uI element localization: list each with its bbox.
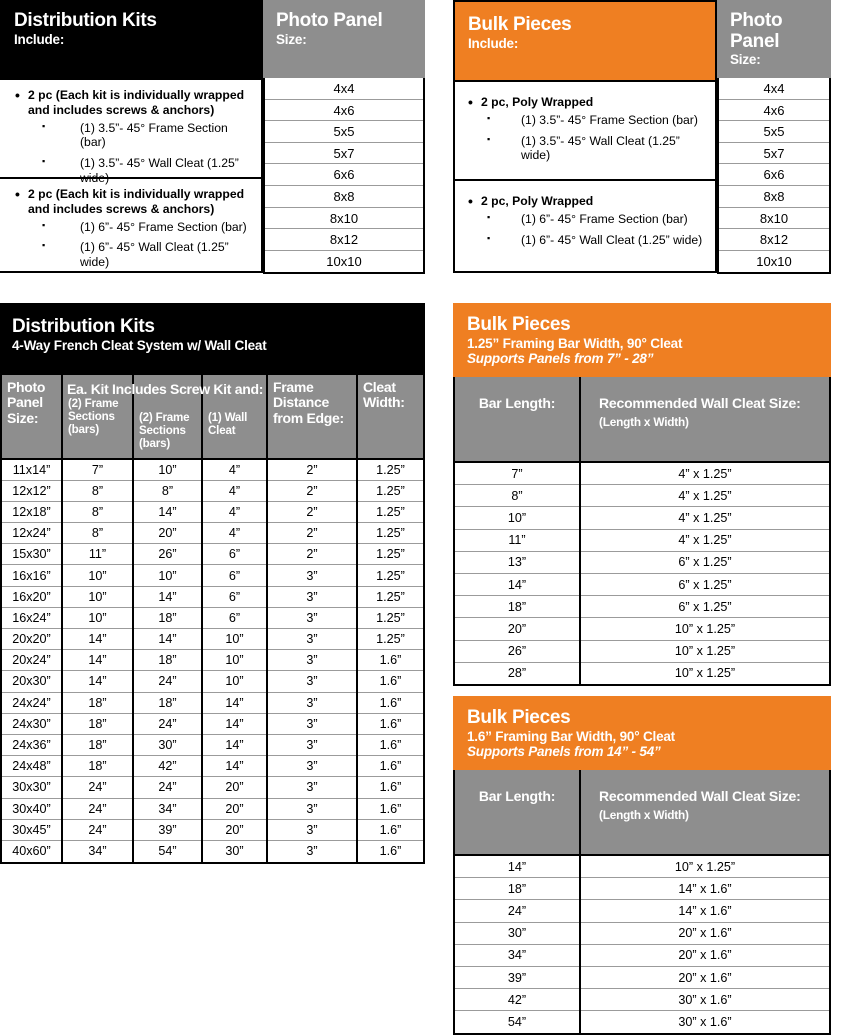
- table-cell: 1.6”: [357, 734, 423, 755]
- table-cell: 18”: [133, 607, 202, 628]
- table-cell: 42”: [133, 756, 202, 777]
- table-cell: 18”: [133, 650, 202, 671]
- table-cell: 18”: [62, 692, 133, 713]
- col-header-wall-cleat-size: [580, 770, 829, 855]
- table-cell: 10”: [202, 650, 267, 671]
- table-row: [455, 922, 829, 944]
- table-cell: 14”: [62, 629, 133, 650]
- table-row: [2, 777, 423, 798]
- table-cell: 10” x 1.25”: [674, 666, 736, 681]
- distribution-kits-include-panel: [0, 0, 425, 273]
- panel-title: Bulk Pieces: [468, 14, 572, 35]
- table-cell: 20”: [202, 819, 267, 840]
- col-header-frame-sections-a-label: (2) Frame Sections (bars): [68, 397, 119, 436]
- table-cell: 30x30”: [2, 777, 62, 798]
- list-item: ▪ (1) 6”- 45° Frame Section (bar): [8, 220, 255, 235]
- photo-panel-size-row: 8x12: [265, 229, 423, 251]
- table-cell: 14”: [202, 734, 267, 755]
- table-cell: 24x48”: [2, 756, 62, 777]
- col-header-wall-cleat-size-label: Recommended Wall Cleat Size:: [599, 788, 801, 804]
- table-cell: 30x40”: [2, 798, 62, 819]
- table-row: [2, 819, 423, 840]
- photo-panel-size-row: 5x5: [265, 121, 423, 143]
- table-cell: 30”: [133, 734, 202, 755]
- table-cell: 12x12”: [2, 480, 62, 501]
- size-header-subtitle: Size:: [276, 31, 307, 47]
- bulk-group-1: [455, 80, 715, 179]
- table-row: [2, 671, 423, 692]
- bulk-125-grid-body: [455, 462, 829, 684]
- size-header-subtitle: Size:: [730, 52, 761, 68]
- table-cell: 20” x 1.6”: [580, 922, 829, 944]
- col-header-frame-distance-label: Frame Distance from Edge:: [273, 379, 344, 426]
- list-item: ▪ (1) 6”- 45° Wall Cleat (1.25” wide): [8, 240, 255, 269]
- photo-panel-size-row: 8x10: [265, 208, 423, 230]
- table-cell: 16x16”: [2, 565, 62, 586]
- photo-panel-size-header: [263, 0, 425, 78]
- col-header-wall-cleat-size-label: Recommended Wall Cleat Size:: [599, 395, 801, 411]
- photo-panel-size-row: 5x5: [719, 121, 829, 143]
- col-header-bar-length: [455, 377, 580, 462]
- table-cell: 20x30”: [2, 671, 62, 692]
- bulk-16-grid: [455, 770, 829, 1033]
- panel-subtitle: Include:: [468, 35, 519, 51]
- table-header-row: [2, 375, 423, 459]
- table-cell: 3”: [267, 713, 357, 734]
- table-cell: 3”: [267, 840, 357, 861]
- table-cell: 3”: [267, 734, 357, 755]
- table-cell: 10” x 1.25”: [580, 618, 829, 640]
- table-cell: 20x24”: [2, 650, 62, 671]
- table-cell: 20”: [455, 618, 580, 640]
- table-row: [455, 640, 829, 662]
- col-header-wall-cleat-size: [580, 377, 829, 462]
- table-cell: 10” x 1.25”: [580, 855, 829, 878]
- table-cell: 39”: [455, 966, 580, 988]
- table-cell: 24”: [62, 798, 133, 819]
- kit-group-1-list: [8, 88, 255, 118]
- table-cell: 3”: [267, 756, 357, 777]
- table-cell: 6”: [202, 586, 267, 607]
- table-cell: 20” x 1.6”: [580, 944, 829, 966]
- table-cell: 4”: [202, 501, 267, 522]
- spec-grid-body: [2, 459, 423, 862]
- table-cell: 1.25”: [357, 565, 423, 586]
- table-cell: 4” x 1.25”: [580, 529, 829, 551]
- spec-subtitle: 4-Way French Cleat System w/ Wall Cleat: [12, 337, 267, 353]
- bulk-16-title: Bulk Pieces: [467, 707, 571, 728]
- photo-panel-size-row: 8x10: [719, 208, 829, 230]
- photo-panel-size-row: 8x8: [265, 186, 423, 208]
- table-cell: 18”: [62, 756, 133, 777]
- bulk-16-note: Supports Panels from 14” - 54”: [467, 744, 661, 760]
- table-cell: 7”: [455, 462, 580, 485]
- table-cell: 26”: [455, 640, 580, 662]
- distribution-kits-spec-table: [0, 303, 425, 864]
- photo-panel-size-row: 5x7: [719, 143, 829, 165]
- table-cell: 28”: [455, 662, 580, 684]
- table-cell: 11”: [62, 544, 133, 565]
- table-cell: 8”: [133, 480, 202, 501]
- distribution-kits-size-column: [263, 0, 425, 273]
- col-header-panel-size-label: Photo Panel Size:: [7, 379, 46, 426]
- photo-panel-size-list: [263, 78, 425, 274]
- table-cell: 3”: [267, 629, 357, 650]
- table-cell: 1.6”: [357, 819, 423, 840]
- table-cell: 54”: [455, 1011, 580, 1033]
- table-cell: 30”: [202, 840, 267, 861]
- table-cell: 40x60”: [2, 840, 62, 861]
- table-cell: 16x24”: [2, 607, 62, 628]
- table-row: [2, 501, 423, 522]
- bulk-125-grid-wrapper: [453, 377, 831, 686]
- size-header-title: Photo Panel: [730, 10, 783, 52]
- table-row: [455, 507, 829, 529]
- table-cell: 24”: [62, 777, 133, 798]
- table-cell: 8”: [455, 485, 580, 507]
- photo-panel-size-row: 4x6: [265, 100, 423, 122]
- table-cell: 14”: [455, 573, 580, 595]
- table-cell: 14”: [133, 629, 202, 650]
- table-cell: 2”: [267, 459, 357, 480]
- table-row: [2, 544, 423, 565]
- bulk-pieces-125-table: [453, 303, 831, 681]
- table-cell: 18”: [133, 692, 202, 713]
- table-cell: 14” x 1.6”: [580, 900, 829, 922]
- table-cell: 30”: [455, 922, 580, 944]
- spec-title: Distribution Kits: [12, 316, 155, 337]
- table-cell: 1.6”: [357, 756, 423, 777]
- bulk-pieces-include-header: [455, 2, 715, 80]
- table-cell: 3”: [267, 650, 357, 671]
- bulk-16-subtitle: 1.6” Framing Bar Width, 90° Cleat: [467, 728, 675, 744]
- table-row: [455, 485, 829, 507]
- table-cell: 30” x 1.6”: [678, 1014, 732, 1029]
- bulk-16-header: [453, 696, 831, 770]
- table-cell: 12x18”: [2, 501, 62, 522]
- table-row: [455, 618, 829, 640]
- size-header-title: Photo Panel: [276, 10, 383, 31]
- photo-panel-size-row: 4x4: [719, 78, 829, 100]
- bulk-group-2: [455, 179, 715, 275]
- table-cell: 34”: [133, 798, 202, 819]
- kit-group-2: [0, 177, 261, 273]
- kit-group-1-items: [8, 121, 255, 186]
- table-cell: 30” x 1.6”: [580, 989, 829, 1011]
- table-cell: 1.6”: [357, 713, 423, 734]
- table-cell: 24”: [133, 777, 202, 798]
- spec-grid: [2, 375, 423, 862]
- table-cell: 24”: [455, 900, 580, 922]
- table-cell: 30x45”: [2, 819, 62, 840]
- table-cell: 10”: [62, 565, 133, 586]
- table-cell: 26”: [133, 544, 202, 565]
- table-row: [2, 607, 423, 628]
- distribution-kits-include-header: [0, 0, 261, 78]
- table-row: [455, 900, 829, 922]
- table-cell: 1.25”: [357, 459, 423, 480]
- table-cell: 10”: [133, 565, 202, 586]
- kit-group-2-list: [8, 187, 255, 217]
- table-cell: 14”: [133, 586, 202, 607]
- photo-panel-size-header: [717, 0, 831, 78]
- bulk-125-subtitle: 1.25” Framing Bar Width, 90° Cleat: [467, 335, 683, 351]
- table-cell: 4” x 1.25”: [580, 485, 829, 507]
- bulk-16-grid-wrapper: [453, 770, 831, 1035]
- table-row: [455, 573, 829, 595]
- table-cell: 18”: [455, 878, 580, 900]
- group-header-screw-kit: Ea. Kit Includes Screw Kit and:: [67, 381, 264, 397]
- table-cell: 4”: [202, 480, 267, 501]
- table-cell: 10”: [202, 629, 267, 650]
- table-header-row: [455, 770, 829, 855]
- kit-group-1: [0, 78, 261, 185]
- col-header-bar-length: [455, 770, 580, 855]
- table-cell: 20x20”: [2, 629, 62, 650]
- table-cell: 12x24”: [2, 523, 62, 544]
- bulk-group-1-heading: • 2 pc, Poly Wrapped: [461, 95, 709, 110]
- table-cell: 3”: [267, 692, 357, 713]
- col-header-frame-distance: [267, 375, 357, 459]
- bulk-pieces-include-column: [453, 0, 717, 273]
- photo-panel-size-row: 10x10: [756, 253, 792, 269]
- table-cell: 2”: [267, 544, 357, 565]
- photo-panel-size-row: 10x10: [326, 253, 362, 269]
- table-cell: 34”: [62, 840, 133, 861]
- table-cell: 1.25”: [357, 480, 423, 501]
- table-row: [2, 713, 423, 734]
- table-cell: 1.6”: [357, 798, 423, 819]
- distribution-kits-spec-header: [0, 303, 425, 375]
- table-cell: 10”: [455, 507, 580, 529]
- table-row: [2, 523, 423, 544]
- table-cell: 24x36”: [2, 734, 62, 755]
- table-cell: 24”: [133, 671, 202, 692]
- table-cell: 1.25”: [357, 586, 423, 607]
- table-row: [2, 650, 423, 671]
- panel-title: Distribution Kits: [14, 10, 157, 31]
- table-cell: 14” x 1.6”: [580, 878, 829, 900]
- table-header-row: [455, 377, 829, 462]
- table-cell: 14”: [202, 713, 267, 734]
- col-header-bar-length-label: Bar Length:: [478, 788, 556, 804]
- table-cell: 14”: [62, 671, 133, 692]
- table-row: [455, 596, 829, 618]
- bulk-pieces-16-table: [453, 696, 831, 1029]
- table-row: [455, 878, 829, 900]
- table-cell: 1.6”: [379, 844, 402, 859]
- col-header-cleat-width: [357, 375, 423, 459]
- photo-panel-size-row: 4x4: [265, 78, 423, 100]
- list-item: ▪ (1) 3.5”- 45° Frame Section (bar): [461, 113, 709, 128]
- bulk-125-note: Supports Panels from 7” - 28”: [467, 351, 654, 367]
- col-header-frame-sections-b: [133, 375, 202, 459]
- table-cell: 2”: [267, 523, 357, 544]
- table-cell: 6” x 1.25”: [580, 551, 829, 573]
- bulk-group-2-items: [461, 212, 709, 247]
- table-cell: 1.6”: [357, 777, 423, 798]
- table-cell: 1.25”: [357, 607, 423, 628]
- photo-panel-size-row: 8x12: [719, 229, 829, 251]
- table-cell: 14”: [202, 692, 267, 713]
- table-row: [2, 734, 423, 755]
- table-cell: 11”: [455, 529, 580, 551]
- photo-panel-size-row: 6x6: [719, 164, 829, 186]
- table-cell: 10” x 1.25”: [580, 640, 829, 662]
- col-header-wall-cleat-label: (1) Wall Cleat: [208, 411, 248, 437]
- table-cell: 1.6”: [357, 671, 423, 692]
- table-cell: 20” x 1.6”: [580, 966, 829, 988]
- table-row: [455, 944, 829, 966]
- photo-panel-size-list: [717, 78, 831, 274]
- col-header-cleat-width-label: Cleat Width:: [363, 379, 405, 411]
- table-cell: 15x30”: [2, 544, 62, 565]
- col-header-wall-cleat-size-sublabel: (Length x Width): [599, 808, 689, 822]
- table-cell: 20”: [202, 798, 267, 819]
- table-cell: 3”: [267, 798, 357, 819]
- kit-group-1-heading: • 2 pc (Each kit is individually wrapped and includes screws & anchors): [8, 88, 255, 118]
- table-row: [455, 462, 829, 485]
- table-cell: 39”: [133, 819, 202, 840]
- table-cell: 3”: [267, 586, 357, 607]
- table-cell: 2”: [267, 501, 357, 522]
- list-item: ▪ (1) 6”- 45° Frame Section (bar): [461, 212, 709, 227]
- bulk-pieces-size-column: [717, 0, 831, 273]
- table-cell: 13”: [455, 551, 580, 573]
- table-cell: 14”: [455, 855, 580, 878]
- table-cell: 14”: [202, 756, 267, 777]
- table-cell: 6”: [202, 565, 267, 586]
- table-row: [2, 629, 423, 650]
- bulk-125-header: [453, 303, 831, 377]
- table-cell: 8”: [62, 501, 133, 522]
- table-cell: 24”: [62, 819, 133, 840]
- bulk-16-grid-body: [455, 855, 829, 1033]
- table-cell: 18”: [62, 713, 133, 734]
- bulk-125-title: Bulk Pieces: [467, 314, 571, 335]
- table-cell: 10”: [62, 586, 133, 607]
- table-row: [2, 840, 423, 861]
- photo-panel-size-row: 6x6: [265, 164, 423, 186]
- table-row: [2, 756, 423, 777]
- table-row: [455, 529, 829, 551]
- table-cell: 10”: [202, 671, 267, 692]
- table-cell: 8”: [62, 523, 133, 544]
- bulk-125-grid: [455, 377, 829, 684]
- table-cell: 8”: [62, 480, 133, 501]
- table-cell: 16x20”: [2, 586, 62, 607]
- table-row: [455, 966, 829, 988]
- table-row: [455, 855, 829, 878]
- list-item: ▪ (1) 3.5”- 45° Wall Cleat (1.25” wide): [461, 134, 709, 163]
- bulk-pieces-include-panel: [453, 0, 831, 273]
- kit-group-2-heading: • 2 pc (Each kit is individually wrapped and includes screws & anchors): [8, 187, 255, 217]
- table-cell: 7”: [62, 459, 133, 480]
- spec-grid-wrapper: [0, 375, 425, 864]
- col-header-bar-length-label: Bar Length:: [478, 395, 556, 411]
- col-header-frame-sections-a: [62, 375, 133, 459]
- table-cell: 1.6”: [357, 650, 423, 671]
- table-cell: 3”: [267, 819, 357, 840]
- col-header-panel-size: [2, 375, 62, 459]
- table-row: [455, 551, 829, 573]
- photo-panel-size-row: 8x8: [719, 186, 829, 208]
- table-cell: 6” x 1.25”: [580, 596, 829, 618]
- table-cell: 14”: [62, 650, 133, 671]
- table-cell: 6” x 1.25”: [580, 573, 829, 595]
- table-row: [2, 692, 423, 713]
- photo-panel-size-row: 4x6: [719, 100, 829, 122]
- table-cell: 18”: [62, 734, 133, 755]
- table-cell: 3”: [267, 671, 357, 692]
- table-cell: 42”: [455, 989, 580, 1011]
- table-row: [2, 459, 423, 480]
- table-cell: 24”: [133, 713, 202, 734]
- table-cell: 1.25”: [357, 629, 423, 650]
- table-cell: 10”: [62, 607, 133, 628]
- table-row: [2, 480, 423, 501]
- col-header-wall-cleat-size-sublabel: (Length x Width): [599, 415, 689, 429]
- list-item: ▪ (1) 6”- 45° Wall Cleat (1.25” wide): [461, 233, 709, 248]
- table-cell: 4”: [202, 523, 267, 544]
- bulk-group-1-list: [461, 95, 709, 110]
- table-cell: 20”: [202, 777, 267, 798]
- table-cell: 4”: [202, 459, 267, 480]
- table-row: [2, 565, 423, 586]
- list-item: ▪ (1) 3.5”- 45° Frame Section (bar): [8, 121, 255, 150]
- table-cell: 20”: [133, 523, 202, 544]
- table-cell: 1.25”: [357, 501, 423, 522]
- table-cell: 6”: [202, 544, 267, 565]
- table-cell: 24x30”: [2, 713, 62, 734]
- kit-group-2-items: [8, 220, 255, 270]
- table-row: [2, 586, 423, 607]
- photo-panel-size-row: 5x7: [265, 143, 423, 165]
- bulk-group-1-items: [461, 113, 709, 163]
- bulk-group-2-list: [461, 194, 709, 209]
- bulk-group-2-heading: • 2 pc, Poly Wrapped: [461, 194, 709, 209]
- table-row: [455, 989, 829, 1011]
- table-row: [455, 662, 829, 684]
- table-cell: 1.25”: [357, 544, 423, 565]
- table-cell: 11x14”: [2, 459, 62, 480]
- table-cell: 14”: [133, 501, 202, 522]
- list-item: ▪ (1) 3.5”- 45° Wall Cleat (1.25” wide): [8, 156, 255, 185]
- table-cell: 1.25”: [357, 523, 423, 544]
- table-cell: 4” x 1.25”: [580, 507, 829, 529]
- table-cell: 24x24”: [2, 692, 62, 713]
- table-cell: 2”: [267, 480, 357, 501]
- col-header-frame-sections-b-label: (2) Frame Sections (bars): [139, 411, 190, 450]
- table-cell: 1.6”: [357, 692, 423, 713]
- table-row: [455, 1011, 829, 1033]
- table-cell: 34”: [455, 944, 580, 966]
- panel-subtitle: Include:: [14, 31, 65, 47]
- table-cell: 3”: [267, 777, 357, 798]
- table-cell: 4” x 1.25”: [580, 462, 829, 485]
- col-header-wall-cleat: [202, 375, 267, 459]
- table-cell: 3”: [267, 565, 357, 586]
- table-cell: 3”: [267, 607, 357, 628]
- table-row: [2, 798, 423, 819]
- distribution-kits-include-column: [0, 0, 263, 273]
- table-cell: 10”: [133, 459, 202, 480]
- table-cell: 54”: [133, 840, 202, 861]
- table-cell: 6”: [202, 607, 267, 628]
- table-cell: 18”: [455, 596, 580, 618]
